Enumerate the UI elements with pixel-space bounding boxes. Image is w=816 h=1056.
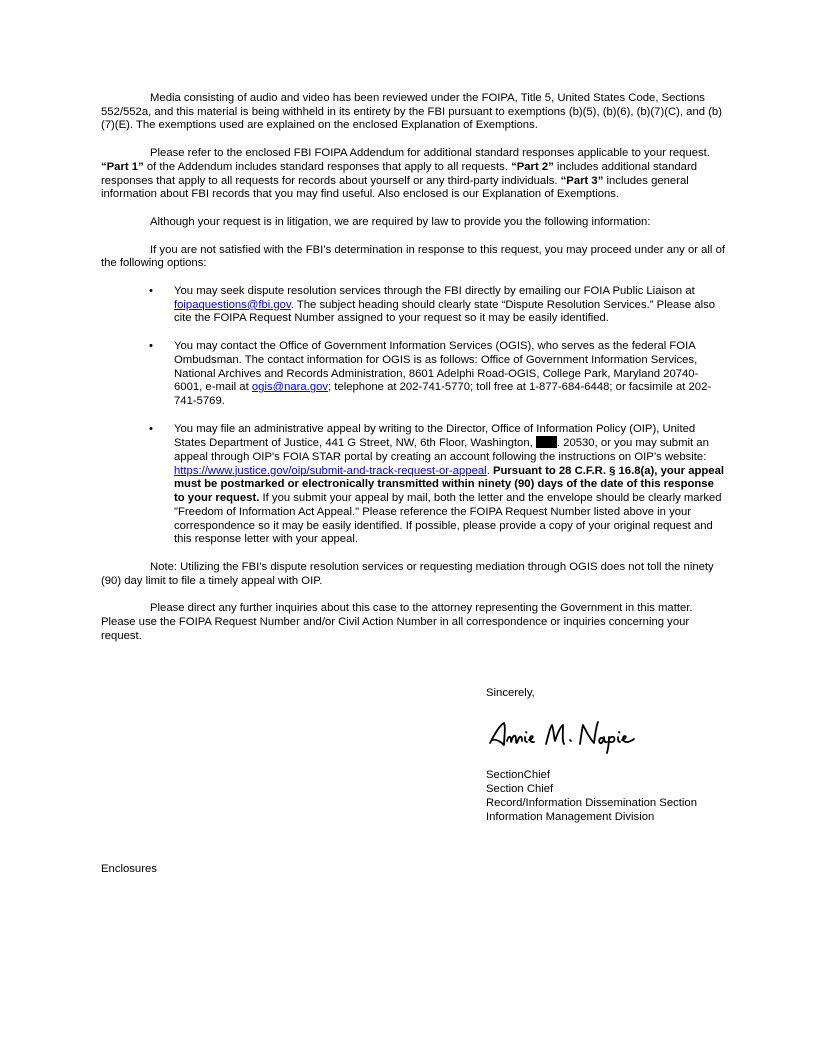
bullet-icon: • xyxy=(149,422,153,435)
bullet-icon: • xyxy=(149,340,153,353)
bullet-icon: • xyxy=(149,285,153,298)
signatory-position: Section Chief xyxy=(486,782,554,795)
closing-block xyxy=(486,687,746,825)
enclosures-label: Enclosures xyxy=(101,863,157,875)
note-paragraph: Note: Utilizing the FBI’s dispute resolution services or requesting mediation through OGIS does not toll the ninety (90) day limit to file a timely appeal with OIP. xyxy=(101,560,714,587)
litigation-paragraph: Although your request is in litigation, we are required by law to provide you the following information: xyxy=(150,215,651,228)
inquiries-paragraph: Please direct any further inquiries about this case to the attorney representing the Government in this matter. Please use the FOIPA Request Number and/or Civil Action Number in all correspondence or inquiries concerning your request. xyxy=(101,602,693,642)
letter-body xyxy=(101,92,726,658)
signatory-division: Information Management Division xyxy=(486,810,655,823)
addendum-paragraph: Please refer to the enclosed FBI FOIPA Addendum for additional standard responses applicable to your request. “Part 1” of the Addendum includes standard responses that apply to all requests. “Part 2” includes additional standard responses that apply to all requests for records about yourself or any third-party individuals. “Part 3” includes general information about FBI records that you may find useful. Also enclosed is our Explanation of Exemptions. xyxy=(101,147,710,201)
signature-image xyxy=(486,713,636,757)
list-item: • You may contact the Office of Government Information Services (OGIS), who serves as the federal FOIA Ombudsman. The contact information for OGIS is as follows: Office of Government Information Services, National Archives and Records Administration, 8601 Adelphi Road-OGIS, College Park, Maryland 20740-6001, e-mail at ogis@nara.gov; telephone at 202-741-5770; toll free at 1-877-684-6448; or facsimile at 202-741-5769. xyxy=(149,340,712,407)
salutation: Sincerely, xyxy=(486,687,535,699)
options-list xyxy=(101,285,726,547)
list-item: • You may file an administrative appeal by writing to the Director, Office of Information Policy (OIP), United States Department of Justice, 441 G Street, NW, 6th Floor, Washington, . 20530, or you may submit an appeal through OIP's FOIA STAR portal by creating an account following the instructions on OIP’s website: https://www.justice.gov/oip/submit-and-track-request-or-appeal. Pursuant to 28 C.F.R. § 16.8(a), your appeal must be postmarked or electronically transmitted within ninety (90) days of the date of this response to your request. If you submit your appeal by mail, both the letter and the envelope should be clearly marked "Freedom of Information Act Appeal." Please reference the FOIPA Request Number listed above in your correspondence so it may be easily identified. If possible, please provide a copy of your original request and this response letter with your appeal. xyxy=(149,422,724,546)
options-intro-paragraph: If you are not satisfied with the FBI’s determination in response to this request, you may proceed under any or all of the following options: xyxy=(101,243,725,270)
list-item: • You may seek dispute resolution services through the FBI directly by emailing our FOIA Public Liaison at foipaquestions@fbi.gov. The subject heading should clearly state “Dispute Resolution Services.” Please also cite the FOIPA Request Number assigned to your request so it may be easily identified. xyxy=(149,285,716,325)
fbi-email-link[interactable]: foipaquestions@fbi.gov xyxy=(174,298,291,311)
withholding-paragraph: Media consisting of audio and video has been reviewed under the FOIPA, Title 5, United States Code, Sections 552/552a, and this material is being withheld in its entirety by the FBI pursuant to exemptions (b)(5), (b)(6), (b)(7)(C), and (b)(7)(E). The exemptions used are explained on the enclosed Explanation of Exemptions. xyxy=(101,92,722,132)
ogis-email-link[interactable]: ogis@nara.gov xyxy=(251,381,329,394)
signatory-title: SectionChief xyxy=(486,768,551,781)
signatory-section: Record/Information Dissemination Section xyxy=(486,796,697,809)
redaction-box xyxy=(536,436,557,448)
oip-appeal-link[interactable]: https://www.justice.gov/oip/submit-and-track-request-or-appeal xyxy=(174,464,487,477)
